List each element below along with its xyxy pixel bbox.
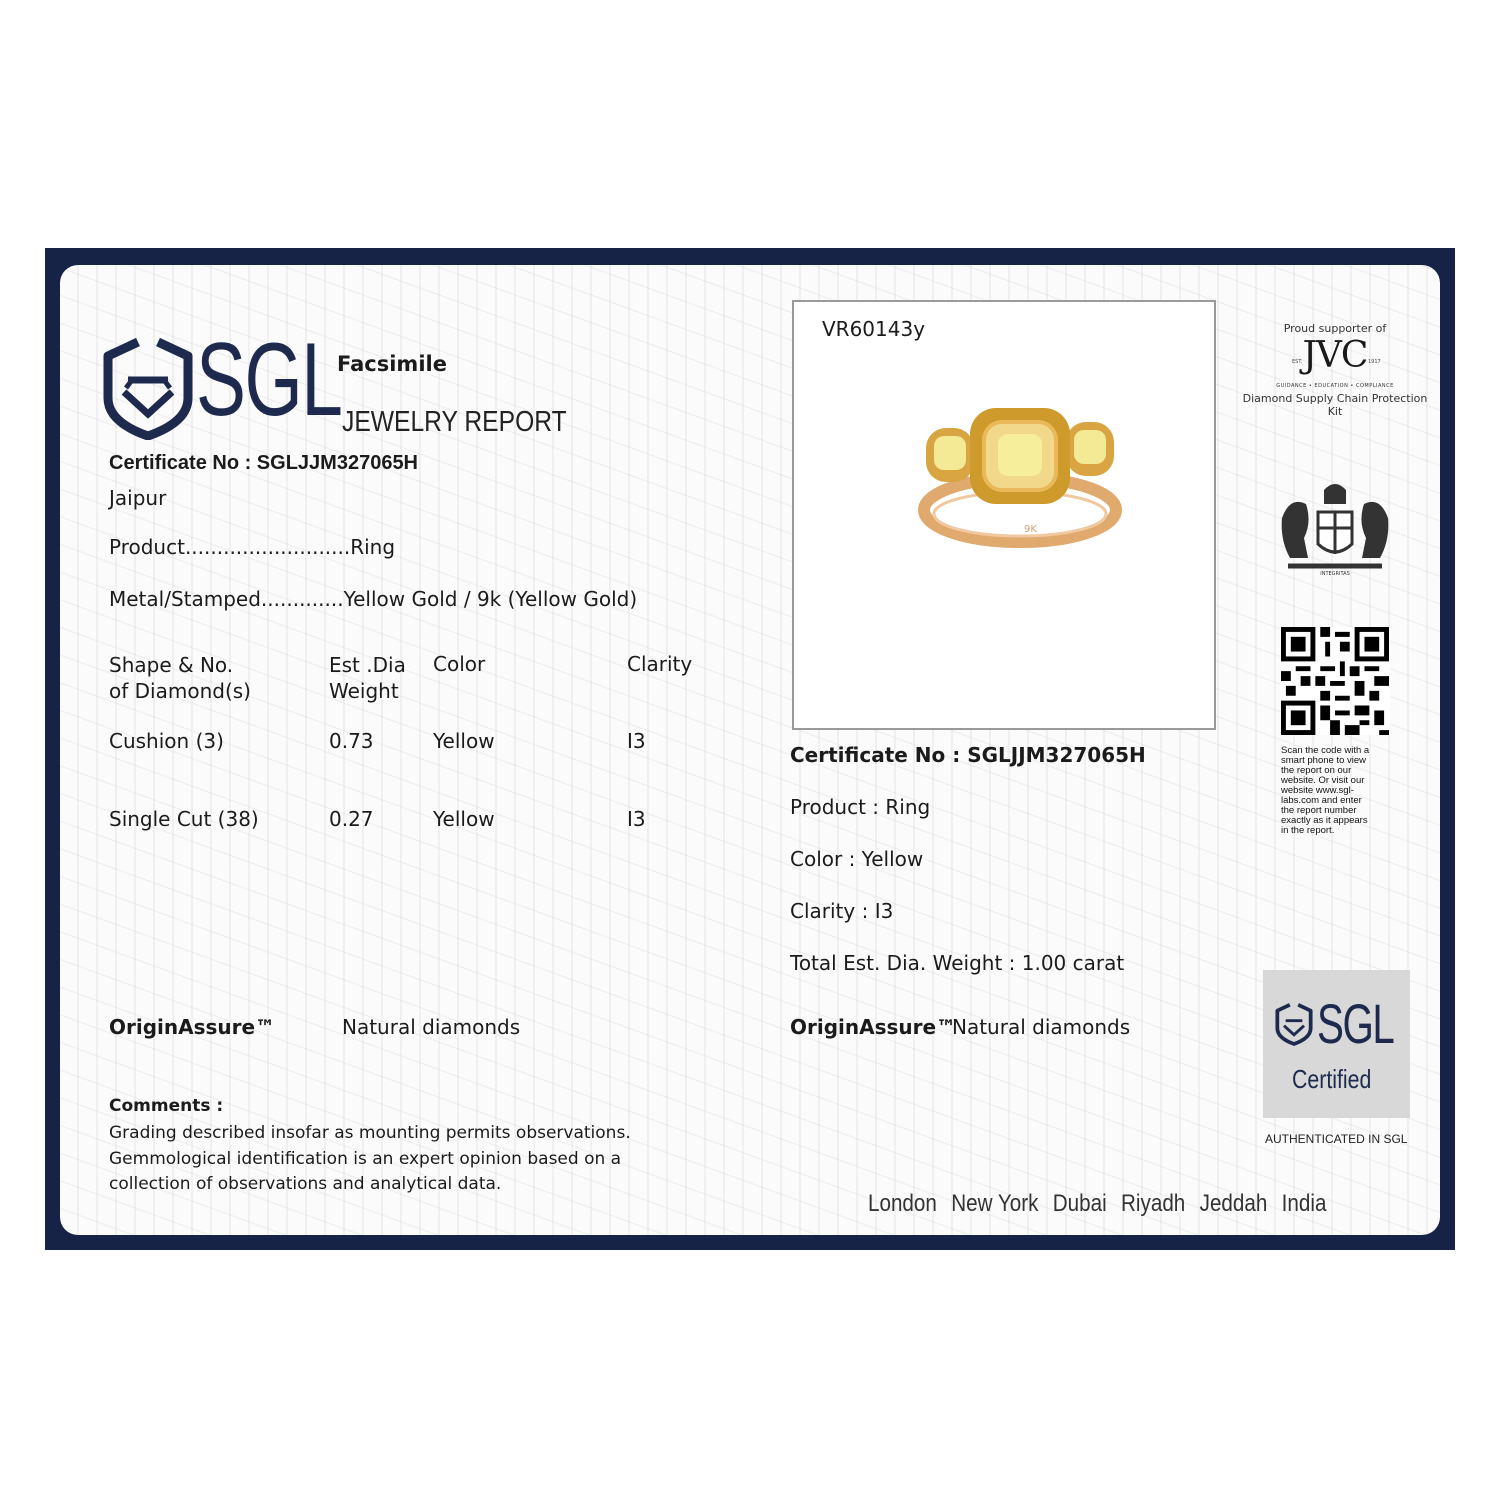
sgl-certified-badge: [1263, 970, 1410, 1118]
header-weight-line1: Est .Dia: [329, 653, 406, 677]
row-1-color: Yellow: [433, 729, 495, 753]
product-photo-box: [792, 300, 1216, 730]
sgl-logo: [100, 336, 196, 444]
summary-clarity: Clarity : I3: [790, 899, 894, 923]
qr-caption: [1281, 746, 1369, 836]
header-weight-line2: Weight: [329, 679, 399, 703]
city-new-york: New York: [951, 1190, 1039, 1217]
facsimile-label: Facsimile: [337, 352, 447, 376]
row-2-color: Yellow: [433, 807, 495, 831]
qr-caption-line: labs.com and enter: [1281, 795, 1362, 806]
badge-certified-label: Certified: [1292, 1064, 1372, 1094]
office-cities: [868, 1190, 1335, 1218]
row-2-shape: Single Cut (38): [109, 807, 259, 831]
coat-of-arms-icon: [1268, 478, 1402, 578]
summary-product: Product : Ring: [790, 795, 931, 819]
header-shape-line1: Shape & No.: [109, 653, 234, 677]
summary-origin-value: Natural diamonds: [952, 1015, 1131, 1039]
certificate-number: Certificate No : SGLJJM327065H: [109, 452, 419, 474]
svg-text:INTEGRITAS: INTEGRITAS: [1320, 571, 1350, 577]
report-title: JEWELRY REPORT: [342, 406, 567, 438]
metal-line: Metal/Stamped.............Yellow Gold / 9k (Yellow Gold): [109, 587, 638, 611]
ring-stamp: 9K: [1024, 524, 1037, 535]
comments-label: Comments :: [109, 1096, 224, 1116]
row-1-shape: Cushion (3): [109, 729, 224, 753]
qr-caption-line: exactly as it appears: [1281, 815, 1368, 826]
city-jeddah: Jeddah: [1199, 1190, 1268, 1217]
comment-line: Grading described insofar as mounting permits observations.: [109, 1123, 631, 1143]
qr-caption-line: the report on our: [1281, 765, 1352, 776]
authenticated-label: AUTHENTICATED IN SGL: [1265, 1132, 1408, 1146]
comments-text: [109, 1121, 631, 1198]
summary-weight: Total Est. Dia. Weight : 1.00 carat: [790, 951, 1125, 975]
summary-color: Color : Yellow: [790, 847, 924, 871]
qr-code[interactable]: [1280, 627, 1390, 735]
header-color: Color: [433, 652, 486, 676]
badge-sgl-wordmark: SGL: [1317, 992, 1394, 1055]
comment-line: collection of observations and analytical data.: [109, 1174, 502, 1194]
city-india: India: [1281, 1190, 1327, 1217]
jvc-kit-text: Diamond Supply Chain Protection Kit: [1242, 392, 1428, 418]
product-line: Product..........................Ring: [109, 535, 396, 559]
header-shape: [109, 652, 251, 704]
qr-caption-line: Scan the code with a: [1281, 745, 1370, 756]
summary-certificate-number: Certificate No : SGLJJM327065H: [790, 743, 1146, 767]
jvc-logo: [1240, 322, 1430, 418]
header-weight: [329, 652, 406, 704]
qr-caption-line: the report number: [1281, 805, 1357, 816]
jvc-supporter-text: Proud supporter of: [1283, 322, 1387, 335]
jvc-year: 1917: [1368, 359, 1381, 365]
row-2-clarity: I3: [627, 807, 646, 831]
row-1-weight: 0.73: [329, 729, 374, 753]
qr-caption-line: in the report.: [1281, 825, 1335, 836]
qr-caption-line: smart phone to view: [1281, 755, 1367, 766]
summary-origin-label: OriginAssure™: [790, 1015, 957, 1039]
ring-image: [912, 392, 1132, 562]
row-1-clarity: I3: [627, 729, 646, 753]
header-shape-line2: of Diamond(s): [109, 679, 251, 703]
comment-line: Gemmological identification is an expert opinion based on a: [109, 1148, 622, 1169]
header-clarity: Clarity: [627, 652, 693, 676]
shield-diamond-icon: [100, 336, 196, 440]
sku-label: VR60143y: [822, 317, 926, 341]
shield-diamond-icon: [1274, 1001, 1314, 1047]
qr-code-icon: [1280, 627, 1390, 735]
city-london: London: [868, 1190, 937, 1217]
qr-caption-line: website www.sgl-: [1281, 785, 1354, 796]
sgl-wordmark: SGL: [196, 322, 342, 438]
city-dubai: Dubai: [1052, 1190, 1107, 1217]
origin-value: Natural diamonds: [342, 1015, 521, 1039]
qr-caption-line: website. Or visit our: [1281, 775, 1365, 786]
origin-label: OriginAssure™: [109, 1015, 276, 1039]
jvc-est: EST.: [1292, 359, 1303, 365]
location: Jaipur: [109, 486, 167, 510]
row-2-weight: 0.27: [329, 807, 374, 831]
jvc-tagline: GUIDANCE • EDUCATION • COMPLIANCE: [1276, 383, 1394, 389]
city-riyadh: Riyadh: [1121, 1190, 1186, 1217]
jvc-wordmark: JVC: [1302, 335, 1368, 376]
